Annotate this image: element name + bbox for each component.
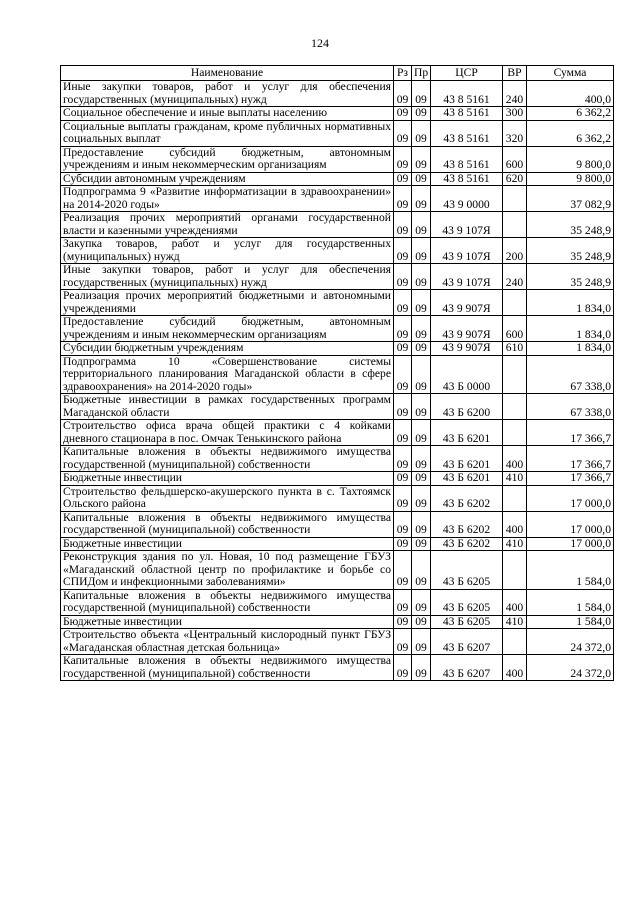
- cell-csr: 43 Б 6201: [431, 446, 503, 472]
- cell-pr: 09: [412, 472, 431, 486]
- cell-vr: 300: [503, 107, 527, 121]
- cell-vr: [503, 420, 527, 446]
- cell-vr: 240: [503, 264, 527, 290]
- cell-pr: 09: [412, 342, 431, 356]
- table-row: [61, 212, 614, 238]
- cell-csr: 43 8 5161: [431, 107, 503, 121]
- cell-name: Предоставление субсидий бюджетным, автономным учреждениям и иным некоммерческим организациям: [61, 316, 394, 342]
- cell-pr: 09: [412, 537, 431, 551]
- table-row: [61, 629, 614, 655]
- table-row: [61, 615, 614, 629]
- header-pr: Пр: [412, 66, 431, 81]
- cell-csr: 43 8 5161: [431, 172, 503, 186]
- cell-vr: 240: [503, 81, 527, 107]
- table-row: [61, 342, 614, 356]
- cell-csr: 43 Б 6202: [431, 511, 503, 537]
- table-row: [61, 264, 614, 290]
- cell-name: Субсидии бюджетным учреждениям: [61, 342, 394, 356]
- cell-pr: 09: [412, 120, 431, 146]
- cell-name: Социальные выплаты гражданам, кроме публичных нормативных социальных выплат: [61, 120, 394, 146]
- cell-sum: 17 366,7: [527, 420, 614, 446]
- cell-rz: 09: [394, 511, 412, 537]
- cell-rz: 09: [394, 589, 412, 615]
- cell-name: Строительство объекта «Центральный кислородный пункт ГБУЗ «Магаданская областная детская больница»: [61, 629, 394, 655]
- cell-name: Бюджетные инвестиции: [61, 472, 394, 486]
- cell-rz: 09: [394, 120, 412, 146]
- cell-csr: 43 9 907Я: [431, 290, 503, 316]
- cell-name: Субсидии автономным учреждениям: [61, 172, 394, 186]
- cell-sum: 9 800,0: [527, 146, 614, 172]
- cell-name: Реализация прочих мероприятий бюджетными и автономными учреждениями: [61, 290, 394, 316]
- cell-csr: 43 Б 6201: [431, 420, 503, 446]
- cell-rz: 09: [394, 238, 412, 264]
- cell-vr: 410: [503, 537, 527, 551]
- cell-sum: 17 000,0: [527, 511, 614, 537]
- cell-vr: [503, 485, 527, 511]
- cell-pr: 09: [412, 107, 431, 121]
- header-rz: Рз: [394, 66, 412, 81]
- cell-csr: 43 8 5161: [431, 120, 503, 146]
- cell-vr: [503, 551, 527, 590]
- cell-pr: 09: [412, 589, 431, 615]
- cell-vr: [503, 394, 527, 420]
- cell-pr: 09: [412, 485, 431, 511]
- cell-name: Строительство фельдшерско-акушерского пункта в с. Тахтоямск Ольского района: [61, 485, 394, 511]
- cell-pr: 09: [412, 146, 431, 172]
- cell-vr: 410: [503, 615, 527, 629]
- cell-name: Капитальные вложения в объекты недвижимого имущества государственной (муниципальной) собственности: [61, 655, 394, 681]
- cell-name: Строительство офиса врача общей практики с 4 койками дневного стационара в пос. Омчак Тенькинского района: [61, 420, 394, 446]
- cell-name: Бюджетные инвестиции в рамках государственных программ Магаданской области: [61, 394, 394, 420]
- cell-rz: 09: [394, 551, 412, 590]
- cell-name: Бюджетные инвестиции: [61, 537, 394, 551]
- cell-vr: 200: [503, 238, 527, 264]
- cell-rz: 09: [394, 107, 412, 121]
- cell-vr: [503, 355, 527, 394]
- cell-pr: 09: [412, 551, 431, 590]
- cell-csr: 43 Б 6201: [431, 472, 503, 486]
- cell-name: Иные закупки товаров, работ и услуг для обеспечения государственных (муниципальных) нужд: [61, 264, 394, 290]
- cell-csr: 43 Б 6202: [431, 537, 503, 551]
- table-row: [61, 537, 614, 551]
- cell-name: Подпрограмма 9 «Развитие информатизации в здравоохранении» на 2014-2020 годы»: [61, 186, 394, 212]
- cell-pr: 09: [412, 446, 431, 472]
- cell-pr: 09: [412, 355, 431, 394]
- cell-rz: 09: [394, 316, 412, 342]
- header-sum: Сумма: [527, 66, 614, 81]
- table-row: [61, 316, 614, 342]
- cell-name: Капитальные вложения в объекты недвижимого имущества государственной (муниципальной) собственности: [61, 511, 394, 537]
- cell-rz: 09: [394, 146, 412, 172]
- cell-rz: 09: [394, 186, 412, 212]
- cell-csr: 43 Б 0000: [431, 355, 503, 394]
- table-row: [61, 551, 614, 590]
- cell-sum: 1 834,0: [527, 342, 614, 356]
- cell-vr: 620: [503, 172, 527, 186]
- cell-sum: 24 372,0: [527, 655, 614, 681]
- table-row: [61, 81, 614, 107]
- cell-rz: 09: [394, 655, 412, 681]
- cell-vr: 600: [503, 146, 527, 172]
- cell-rz: 09: [394, 394, 412, 420]
- cell-pr: 09: [412, 212, 431, 238]
- cell-csr: 43 9 107Я: [431, 212, 503, 238]
- table-row: [61, 146, 614, 172]
- cell-name: Закупка товаров, работ и услуг для государственных (муниципальных) нужд: [61, 238, 394, 264]
- cell-csr: 43 Б 6205: [431, 615, 503, 629]
- cell-pr: 09: [412, 655, 431, 681]
- cell-name: Социальное обеспечение и иные выплаты населению: [61, 107, 394, 121]
- table-row: [61, 172, 614, 186]
- table-row: [61, 589, 614, 615]
- cell-name: Иные закупки товаров, работ и услуг для обеспечения государственных (муниципальных) нужд: [61, 81, 394, 107]
- cell-csr: 43 Б 6200: [431, 394, 503, 420]
- table-row: [61, 655, 614, 681]
- table-row: [61, 394, 614, 420]
- cell-rz: 09: [394, 81, 412, 107]
- cell-pr: 09: [412, 186, 431, 212]
- cell-pr: 09: [412, 316, 431, 342]
- cell-vr: [503, 186, 527, 212]
- cell-vr: [503, 212, 527, 238]
- cell-rz: 09: [394, 342, 412, 356]
- cell-vr: [503, 290, 527, 316]
- cell-rz: 09: [394, 472, 412, 486]
- cell-csr: 43 9 907Я: [431, 342, 503, 356]
- cell-sum: 35 248,9: [527, 264, 614, 290]
- cell-rz: 09: [394, 264, 412, 290]
- cell-sum: 24 372,0: [527, 629, 614, 655]
- cell-sum: 37 082,9: [527, 186, 614, 212]
- table-row: [61, 107, 614, 121]
- cell-csr: 43 8 5161: [431, 81, 503, 107]
- cell-vr: 400: [503, 511, 527, 537]
- cell-rz: 09: [394, 420, 412, 446]
- cell-sum: 67 338,0: [527, 394, 614, 420]
- cell-name: Капитальные вложения в объекты недвижимого имущества государственной (муниципальной) собственности: [61, 589, 394, 615]
- header-row: [61, 66, 614, 81]
- cell-pr: 09: [412, 264, 431, 290]
- cell-pr: 09: [412, 172, 431, 186]
- cell-csr: 43 Б 6207: [431, 629, 503, 655]
- cell-name: Капитальные вложения в объекты недвижимого имущества государственной (муниципальной) собственности: [61, 446, 394, 472]
- table-row: [61, 120, 614, 146]
- table-row: [61, 355, 614, 394]
- cell-pr: 09: [412, 290, 431, 316]
- cell-vr: 320: [503, 120, 527, 146]
- cell-sum: 17 366,7: [527, 446, 614, 472]
- cell-pr: 09: [412, 511, 431, 537]
- cell-sum: 1 834,0: [527, 290, 614, 316]
- cell-sum: 35 248,9: [527, 238, 614, 264]
- cell-vr: 400: [503, 446, 527, 472]
- cell-sum: 6 362,2: [527, 120, 614, 146]
- table-row: [61, 446, 614, 472]
- cell-sum: 35 248,9: [527, 212, 614, 238]
- cell-vr: 600: [503, 316, 527, 342]
- cell-sum: 17 366,7: [527, 472, 614, 486]
- table-row: [61, 511, 614, 537]
- cell-csr: 43 Б 6205: [431, 589, 503, 615]
- cell-pr: 09: [412, 81, 431, 107]
- cell-name: Подпрограмма 10 «Совершенствование системы территориального планирования Магаданской области в сфере здравоохранения» на 2014-2020 годы»: [61, 355, 394, 394]
- cell-vr: 410: [503, 472, 527, 486]
- cell-sum: 1 584,0: [527, 551, 614, 590]
- cell-pr: 09: [412, 615, 431, 629]
- cell-csr: 43 9 107Я: [431, 264, 503, 290]
- cell-name: Реконструкция здания по ул. Новая, 10 под размещение ГБУЗ «Магаданский областной центр по профилактике и борьбе со СПИДом и инфекционными заболеваниями»: [61, 551, 394, 590]
- cell-vr: 400: [503, 589, 527, 615]
- cell-pr: 09: [412, 394, 431, 420]
- cell-sum: 1 834,0: [527, 316, 614, 342]
- cell-rz: 09: [394, 485, 412, 511]
- cell-rz: 09: [394, 537, 412, 551]
- cell-sum: 17 000,0: [527, 537, 614, 551]
- cell-csr: 43 9 0000: [431, 186, 503, 212]
- cell-sum: 1 584,0: [527, 589, 614, 615]
- cell-csr: 43 9 907Я: [431, 316, 503, 342]
- cell-sum: 67 338,0: [527, 355, 614, 394]
- cell-vr: [503, 629, 527, 655]
- cell-sum: 17 000,0: [527, 485, 614, 511]
- cell-vr: 610: [503, 342, 527, 356]
- cell-name: Предоставление субсидий бюджетным, автономным учреждениям и иным некоммерческим организациям: [61, 146, 394, 172]
- header-csr: ЦСР: [431, 66, 503, 81]
- cell-csr: 43 Б 6205: [431, 551, 503, 590]
- table-row: [61, 238, 614, 264]
- header-name: Наименование: [61, 66, 394, 81]
- page-number: 124: [311, 36, 329, 50]
- cell-csr: 43 Б 6207: [431, 655, 503, 681]
- cell-rz: 09: [394, 629, 412, 655]
- budget-table: [60, 65, 614, 681]
- cell-sum: 1 584,0: [527, 615, 614, 629]
- cell-rz: 09: [394, 172, 412, 186]
- table-row: [61, 485, 614, 511]
- cell-pr: 09: [412, 420, 431, 446]
- cell-csr: 43 8 5161: [431, 146, 503, 172]
- cell-rz: 09: [394, 212, 412, 238]
- table-row: [61, 290, 614, 316]
- cell-name: Бюджетные инвестиции: [61, 615, 394, 629]
- table-row: [61, 186, 614, 212]
- cell-pr: 09: [412, 238, 431, 264]
- header-vr: ВР: [503, 66, 527, 81]
- cell-pr: 09: [412, 629, 431, 655]
- cell-rz: 09: [394, 615, 412, 629]
- cell-rz: 09: [394, 290, 412, 316]
- table-row: [61, 420, 614, 446]
- cell-name: Реализация прочих мероприятий органами государственной власти и казенными учреждениями: [61, 212, 394, 238]
- cell-csr: 43 9 107Я: [431, 238, 503, 264]
- cell-sum: 9 800,0: [527, 172, 614, 186]
- cell-vr: 400: [503, 655, 527, 681]
- cell-sum: 400,0: [527, 81, 614, 107]
- cell-rz: 09: [394, 446, 412, 472]
- cell-rz: 09: [394, 355, 412, 394]
- table-row: [61, 472, 614, 486]
- cell-sum: 6 362,2: [527, 107, 614, 121]
- cell-csr: 43 Б 6202: [431, 485, 503, 511]
